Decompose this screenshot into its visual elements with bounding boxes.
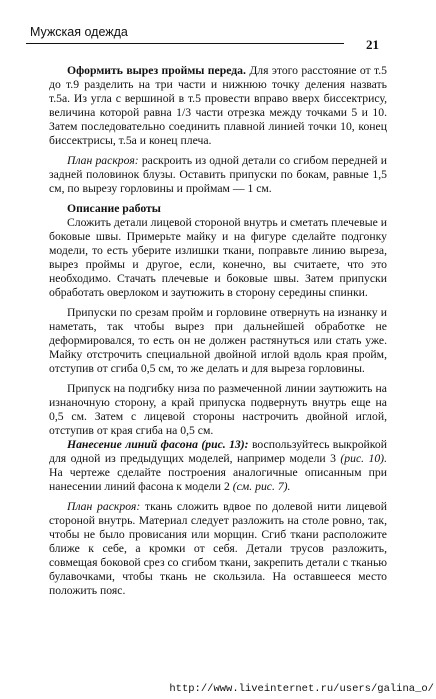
paragraph-lead: Оформить вырез проймы переда. bbox=[67, 64, 246, 77]
running-header bbox=[26, 25, 392, 51]
paragraph-text: ткань сложить вдвое по долевой нити лицевой стороной внутрь. Материал следует разложить на столе ровно, так, чтобы не было провисания или морщин. Сгиб ткани расположите ближе к себе, а кромки от себя. Детали трусов разложить, совмещая боковой срез со сгибом ткани, закрепить детали с тканью булавочками, чтобы ткань не скользила. На оставшееся место положить пояс. bbox=[49, 500, 388, 597]
paragraph-cutting-plan-1 bbox=[49, 154, 387, 196]
paragraph-cutting-plan-2 bbox=[49, 500, 387, 598]
section-heading: Описание работы bbox=[67, 202, 161, 215]
page-number: 21 bbox=[366, 37, 379, 52]
body-text bbox=[49, 64, 387, 598]
paragraph-text: раскроить из одной детали со сгибом передней и задней половинок блузы. Оставить припуски по бокам, равные 1,5 см, по вырезу горловины и проймам — 1 см. bbox=[49, 154, 387, 195]
figure-reference: (см. рис. 7). bbox=[232, 480, 291, 493]
paragraph-hem: Припуск на подгибку низа по размеченной линии заутюжить на изнаночную сторону, а край припуска подвернуть внутрь еще на 0,5 см. Затем с лицевой стороны настрочить двойной иглой, отступив от края сгиба на 0,5 см. bbox=[49, 382, 387, 437]
figure-reference: (рис. 10). bbox=[340, 452, 387, 465]
paragraph-text: На чертеже сделайте построения аналогичные описанным при нанесении линий фасона к модели 2 bbox=[49, 466, 387, 493]
paragraph-text: Для этого расстояние от т.5 до т.9 разделить на три части и нижнюю точку деления назвать т.5а. Из угла с вершиной в т.5 провести вправо вверх биссектрису, величина которой равна 1/3 части отрезка между точками 5 и 10. Затем последовательно соединить плавной линией точки 10, конец биссектрисы, т.5а и конец плеча. bbox=[49, 64, 387, 147]
source-url-watermark: http://www.liveinternet.ru/users/galina_o/ bbox=[169, 683, 434, 695]
paragraph-lead: План раскроя: bbox=[67, 154, 139, 167]
paragraph-seam-allowances: Припуски по срезам пройм и горловине отвернуть на изнанку и наметать, так чтобы вырез при дальнейшей обработке не деформировался, то есть он не должен растянуться или стать уже. Майку отстрочить специальной двойной иглой вдоль края пройм, отступив от сгиба 0,5 см, то же делать и для выреза горловины. bbox=[49, 306, 387, 375]
paragraph-lead: Нанесение линий фасона (рис. 13): bbox=[67, 438, 249, 451]
running-header-title: Мужская одежда bbox=[30, 25, 128, 39]
header-rule bbox=[26, 43, 344, 44]
paragraph-armhole bbox=[49, 64, 387, 148]
paragraph-style-lines bbox=[49, 438, 387, 494]
paragraph-assembly: Сложить детали лицевой стороной внутрь и сметать плечевые и боковые швы. Примерьте майку и на фигуре сделайте подгонку модели, то есть уберите излишки ткани, поправьте линию выреза, вырез проймы и другое, если, конечно, вы считаете, что это необходимо. Стачать плечевые и боковые швы. Затем припуски обработать оверлоком и заутюжить в сторону середины спинки. bbox=[49, 216, 387, 299]
paragraph-lead: План раскроя: bbox=[67, 500, 141, 513]
paragraph-text: воспользуйтесь выкройкой для одной из предыдущих моделей, например модели 3 bbox=[49, 438, 387, 465]
